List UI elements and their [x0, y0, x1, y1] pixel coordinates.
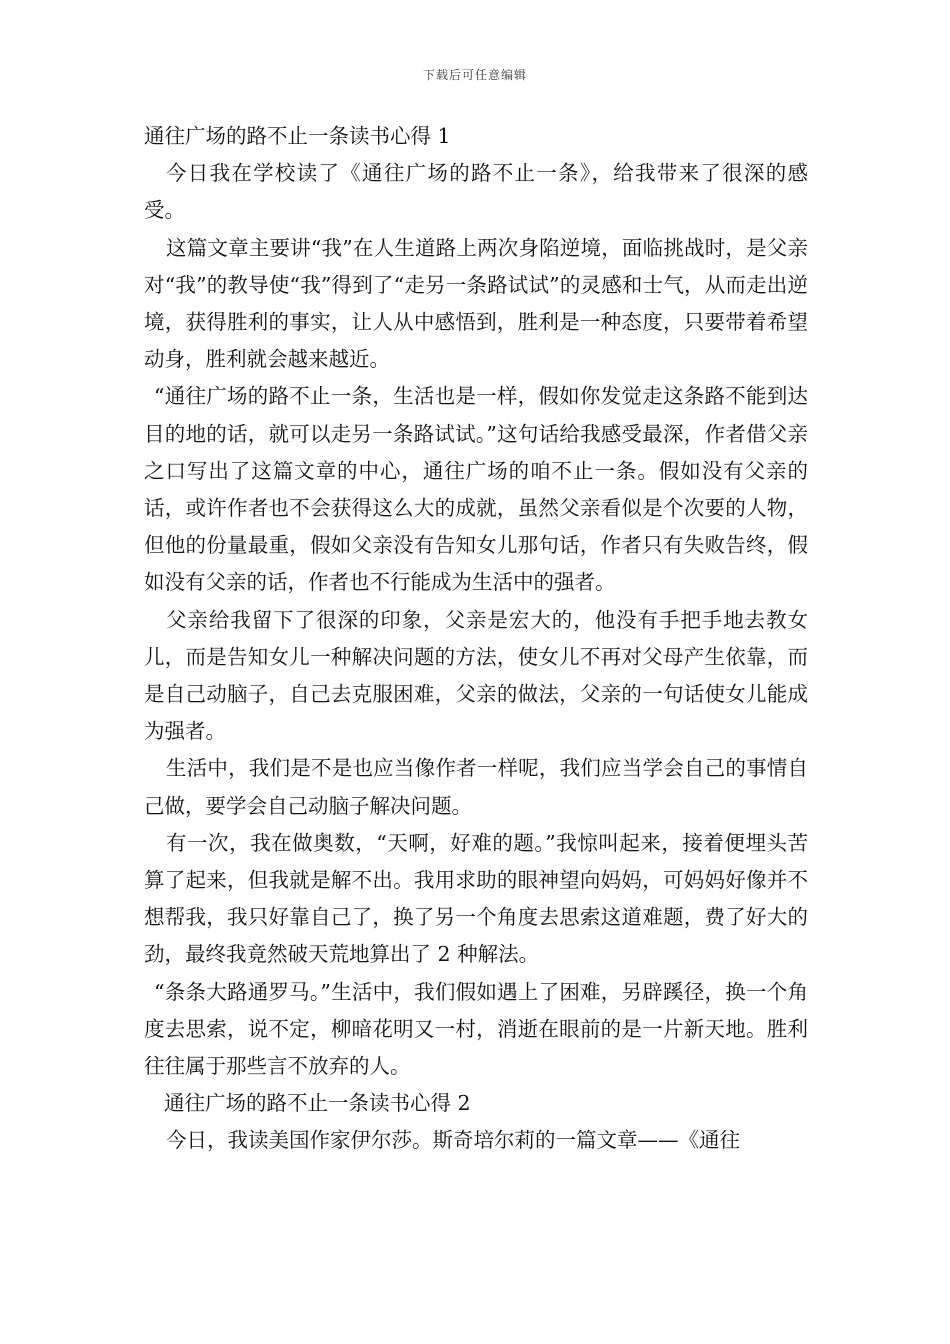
paragraph: 今日，我读美国作家伊尔莎。斯奇培尔莉的一篇文章——《通往: [166, 1128, 740, 1153]
paragraph: 生活中，我们是不是也应当像作者一样呢，我们应当学会自己的事情自己做，要学会自己动脑子解决问题。: [144, 756, 808, 818]
paragraph: “通往广场的路不止一条，生活也是一样，假如你发觉走这条路不能到达目的地的话，就可以走另一条路试试。”这句话给我感受最深，作者借父亲之口写出了这篇文章的中心，通往广场的咱不止一条。假如没有父亲的话，或许作者也不会获得这么大的成就，虽然父亲看似是个次要的人物，但他的份量最重，假如父亲没有告知女儿那句话，作者只有失败告终，假如没有父亲的话，作者也不行能成为生活中的强者。: [144, 384, 808, 595]
paragraph: 有一次，我在做奥数，“天啊，好难的题。”我惊叫起来，接着便埋头苦算了起来，但我就是解不出。我用求助的眼神望向妈妈，可妈妈好像并不想帮我，我只好靠自己了，换了另一个角度去思索这道难题，费了好大的劲，最终我竟然破天荒地算出了 2 种解法。: [144, 830, 808, 967]
paragraph: “条条大路通罗马。”生活中，我们假如遇上了困难，另辟蹊径，换一个角度去思索，说不定，柳暗花明又一村，消逝在眼前的是一片新天地。胜利往往属于那些言不放弃的人。: [144, 979, 808, 1079]
paragraph: 今日我在学校读了《通往广场的路不止一条》，给我带来了很深的感受。: [144, 161, 808, 223]
section-title-2: 通往广场的路不止一条读书心得 2: [164, 1091, 471, 1116]
paragraph: 父亲给我留下了很深的印象，父亲是宏大的，他没有手把手地去教女儿，而是告知女儿一种解决问题的方法，使女儿不再对父母产生依靠，而是自己动脑子，自己去克服困难，父亲的做法，父亲的一句话使女儿能成为强者。: [144, 607, 808, 744]
paragraph: 这篇文章主要讲“我”在人生道路上两次身陷逆境，面临挑战时，是父亲对“我”的教导使“我”得到了“走另一条路试试”的灵感和士气，从而走出逆境，获得胜利的事实，让人从中感悟到，胜利是一种态度，只要带着希望动身，胜利就会越来越近。: [144, 235, 808, 372]
page-header: 下载后可任意编辑: [422, 68, 527, 82]
document-body: [144, 118, 808, 1160]
section-title-1: 通往广场的路不止一条读书心得 1: [144, 124, 451, 148]
